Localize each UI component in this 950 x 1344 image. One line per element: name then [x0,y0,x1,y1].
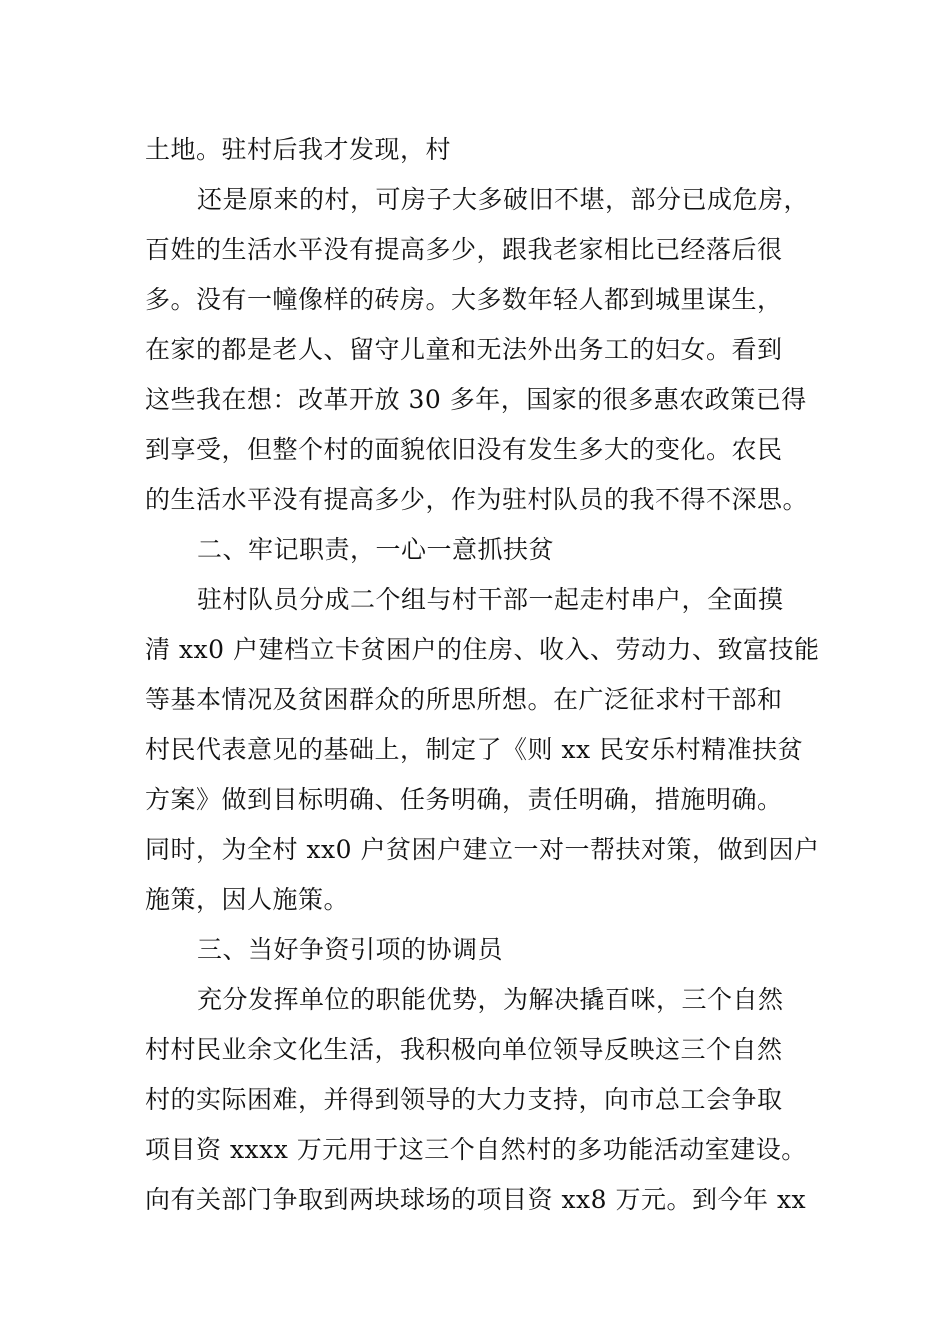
text-line: 施策，因人施策。 [145,885,350,914]
text-line: 等基本情况及贫困群众的所思所想。在广泛征求村干部和 [145,685,783,714]
text-line: 土地。驻村后我才发现，村 [145,135,452,164]
paragraph-first-line: 充分发挥单位的职能优势，为解决撬百咪，三个自然 [197,985,784,1014]
paragraph-first-line: 还是原来的村，可房子大多破旧不堪，部分已成危房， [197,185,810,214]
paragraph-first-line: 驻村队员分成二个组与村干部一起走村串户，全面摸 [197,585,784,614]
text-line: 这些我在想：改革开放 30 多年，国家的很多惠农政策已得 [145,385,807,414]
text-line: 方案》做到目标明确、任务明确，责任明确，措施明确。 [145,785,783,814]
text-line: 的生活水平没有提高多少，作为驻村队员的我不得不深思。 [145,485,809,514]
text-line: 多。没有一幢像样的砖房。大多数年轻人都到城里谋生， [145,285,783,314]
text-line: 村的实际困难，并得到领导的大力支持，向市总工会争取 [145,1085,783,1114]
text-line: 百姓的生活水平没有提高多少，跟我老家相比已经落后很 [145,235,783,264]
text-line: 项目资 xxxx 万元用于这三个自然村的多功能活动室建设。 [145,1135,807,1164]
text-line: 在家的都是老人、留守儿童和无法外出务工的妇女。看到 [145,335,783,364]
text-line: 村民代表意见的基础上，制定了《则 xx 民安乐村精准扶贫 [145,735,804,764]
section-heading: 二、牢记职责，一心一意抓扶贫 [197,535,555,564]
text-line: 村村民业余文化生活，我积极向单位领导反映这三个自然 [145,1035,783,1064]
text-line: 同时，为全村 xx0 户贫困户建立一对一帮扶对策，做到因户 [145,835,820,864]
text-line: 向有关部门争取到两块球场的项目资 xx8 万元。到今年 xx [145,1185,807,1214]
section-heading: 三、当好争资引项的协调员 [197,935,504,964]
text-line: 到享受，但整个村的面貌依旧没有发生多大的变化。农民 [145,435,783,464]
text-line: 清 xx0 户建档立卡贫困户的住房、收入、劳动力、致富技能 [145,635,820,664]
